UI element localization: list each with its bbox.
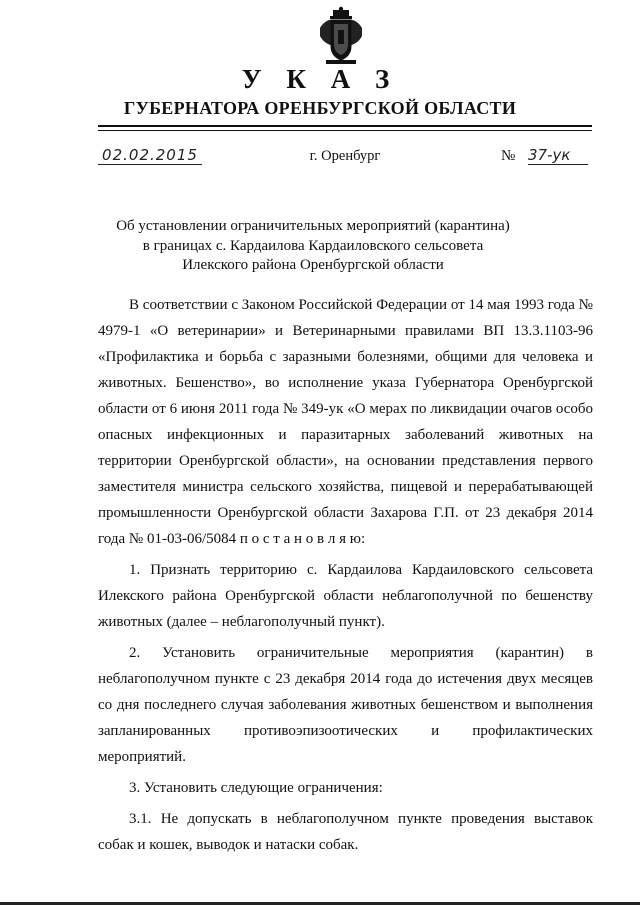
preamble-paragraph: В соответствии с Законом Российской Федерации от 14 мая 1993 года № 4979-1 «О ветеринарии» и Ветеринарными правилами ВП 13.3.1103-96 «Профилактика и борьба с заразными болезнями, общими для человека и животных. Бешенство», во исполнение указа Губернатора Оренбургской области от 6 июня 2011 года № 349-ук «О мерах по ликвидации очагов особо опасных инфекционных и паразитарных заболеваний животных на территории Оренбургской области», на основании представления первого заместителя министра сельского хозяйства, пищевой и перерабатывающей промышленности Оренбургской области Захарова Г.П. от 23 декабря 2014 года № 01-03-06/5084 п о с т а н о в л я ю:: [98, 297, 593, 547]
document-body: [98, 292, 593, 858]
issuer-title: ГУБЕРНАТОРА ОРЕНБУРГСКОЙ ОБЛАСТИ: [123, 98, 517, 118]
document-date: 02.02.2015: [98, 146, 202, 165]
heading-line: Илекского района Оренбургской области: [182, 257, 444, 273]
clause-1-paragraph: 1. Признать территорию с. Кардаилова Кардаиловского сельсовета Илекского района Оренбургской области неблагополучной по бешенству животных (далее – неблагополучный пункт).: [98, 562, 593, 630]
clause-3-paragraph: 3. Установить следующие ограничения:: [129, 780, 383, 796]
header-rule-thin: [98, 130, 592, 131]
heading-line: в границах с. Кардаилова Кардаиловского сельсовета: [142, 237, 484, 254]
document-type-title: У К А З: [241, 64, 399, 94]
clause-3-1-paragraph: 3.1. Не допускать в неблагополучном пункте проведения выставок собак и кошек, выводок и натаски собак.: [98, 811, 593, 853]
clause-2-paragraph: 2. Установить ограничительные мероприятия (карантин) в неблагополучном пункте с 23 декабря 2014 года до истечения двух месяцев со дня последнего случая заболевания животных бешенством и выполнения запланированных противоэпизоотических и профилактических мероприятий.: [98, 645, 593, 765]
number-label: №: [501, 148, 516, 164]
heading-line: Об установлении ограничительных мероприятий (карантина): [116, 218, 510, 234]
document-city: г. Оренбург: [309, 148, 381, 164]
header-rule-thick: [98, 125, 592, 127]
coat-of-arms-emblem: [316, 6, 366, 66]
document-number: 37-ук: [528, 146, 588, 165]
document-heading: [0, 217, 626, 276]
